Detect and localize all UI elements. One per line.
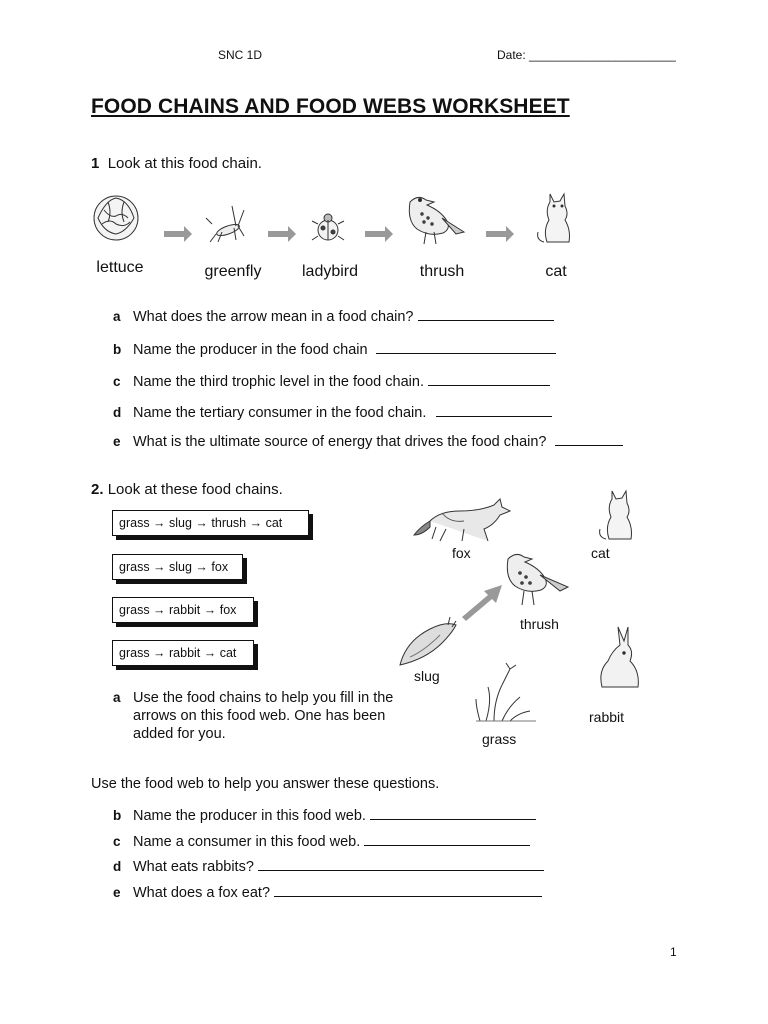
food-chain-box-4: grass → rabbit → cat — [112, 640, 254, 666]
q1e-question: e What is the ultimate source of energy that drives the food chain? — [113, 432, 713, 450]
q1a-answer-line[interactable] — [418, 307, 554, 321]
q2-number: 2. — [91, 481, 104, 498]
q1c-question: c Name the third trophic level in the food chain. — [113, 372, 693, 390]
q2b-answer-line[interactable] — [370, 806, 536, 820]
q2a-instruction: a Use the food chains to help you fill in the arrows on this food web. One has been added for you. — [113, 690, 394, 742]
fox-icon — [414, 499, 510, 541]
q1-number: 1 — [91, 155, 100, 172]
web-label-thrush: thrush — [520, 616, 559, 632]
q1a-question: a What does the arrow mean in a food chain? — [113, 307, 693, 325]
food-chain-illustration — [88, 188, 588, 250]
q1e-answer-line[interactable] — [555, 432, 623, 446]
q2e-question: e What does a fox eat? — [113, 883, 693, 901]
ladybird-icon — [312, 214, 344, 240]
web-label-rabbit: rabbit — [589, 709, 625, 725]
q2-intro: Use the food web to help you answer these questions. — [91, 776, 440, 792]
q2d-question: d What eats rabbits? — [113, 857, 693, 875]
label-lettuce: lettuce — [96, 259, 144, 276]
arrow-icon — [164, 226, 192, 242]
grass-icon — [476, 663, 536, 721]
slug-icon — [400, 617, 456, 665]
q2b-question: b Name the producer in this food web. — [113, 806, 693, 824]
arrow-icon — [365, 226, 393, 242]
q2c-answer-line[interactable] — [364, 832, 530, 846]
thrush-icon — [507, 554, 568, 605]
thrush-icon — [409, 197, 464, 244]
web-label-cat: cat — [591, 545, 610, 561]
lettuce-icon — [94, 196, 138, 240]
q2-heading-text: Look at these food chains. — [107, 481, 283, 498]
label-ladybird: ladybird — [301, 263, 359, 280]
q2c-question: c Name a consumer in this food web. — [113, 832, 693, 850]
course-code: SNC 1D — [218, 48, 263, 62]
q1-heading-text: Look at this food chain. — [107, 155, 262, 172]
arrow-icon — [268, 226, 296, 242]
q2d-answer-line[interactable] — [258, 857, 544, 871]
q1d-answer-line[interactable] — [436, 403, 552, 417]
date-field: Date: ______________________ — [497, 48, 676, 62]
cat-icon — [600, 491, 632, 539]
food-chain-box-3: grass → rabbit → fox — [112, 597, 254, 623]
web-label-slug: slug — [414, 668, 440, 684]
web-label-fox: fox — [452, 545, 471, 561]
greenfly-icon — [206, 206, 244, 242]
cat-icon — [538, 194, 570, 242]
q2e-answer-line[interactable] — [274, 883, 542, 897]
q1c-answer-line[interactable] — [428, 372, 550, 386]
label-greenfly: greenfly — [204, 263, 262, 280]
q1b-question: b Name the producer in the food chain — [113, 340, 693, 358]
rabbit-icon — [601, 627, 638, 687]
q1-heading — [91, 155, 262, 172]
label-thrush: thrush — [419, 263, 465, 280]
q2-heading — [91, 481, 283, 498]
food-chain-box-2: grass → slug → fox — [112, 554, 243, 580]
label-cat: cat — [545, 263, 567, 280]
food-chain-box-1: grass → slug → thrush → cat — [112, 510, 309, 536]
q1b-answer-line[interactable] — [376, 340, 556, 354]
page-number: 1 — [670, 945, 677, 959]
page-title: FOOD CHAINS AND FOOD WEBS WORKSHEET — [91, 95, 570, 118]
arrow-icon — [486, 226, 514, 242]
example-arrow-icon — [462, 585, 502, 621]
web-label-grass: grass — [482, 731, 517, 747]
q1d-question: d Name the tertiary consumer in the food chain. — [113, 403, 693, 421]
